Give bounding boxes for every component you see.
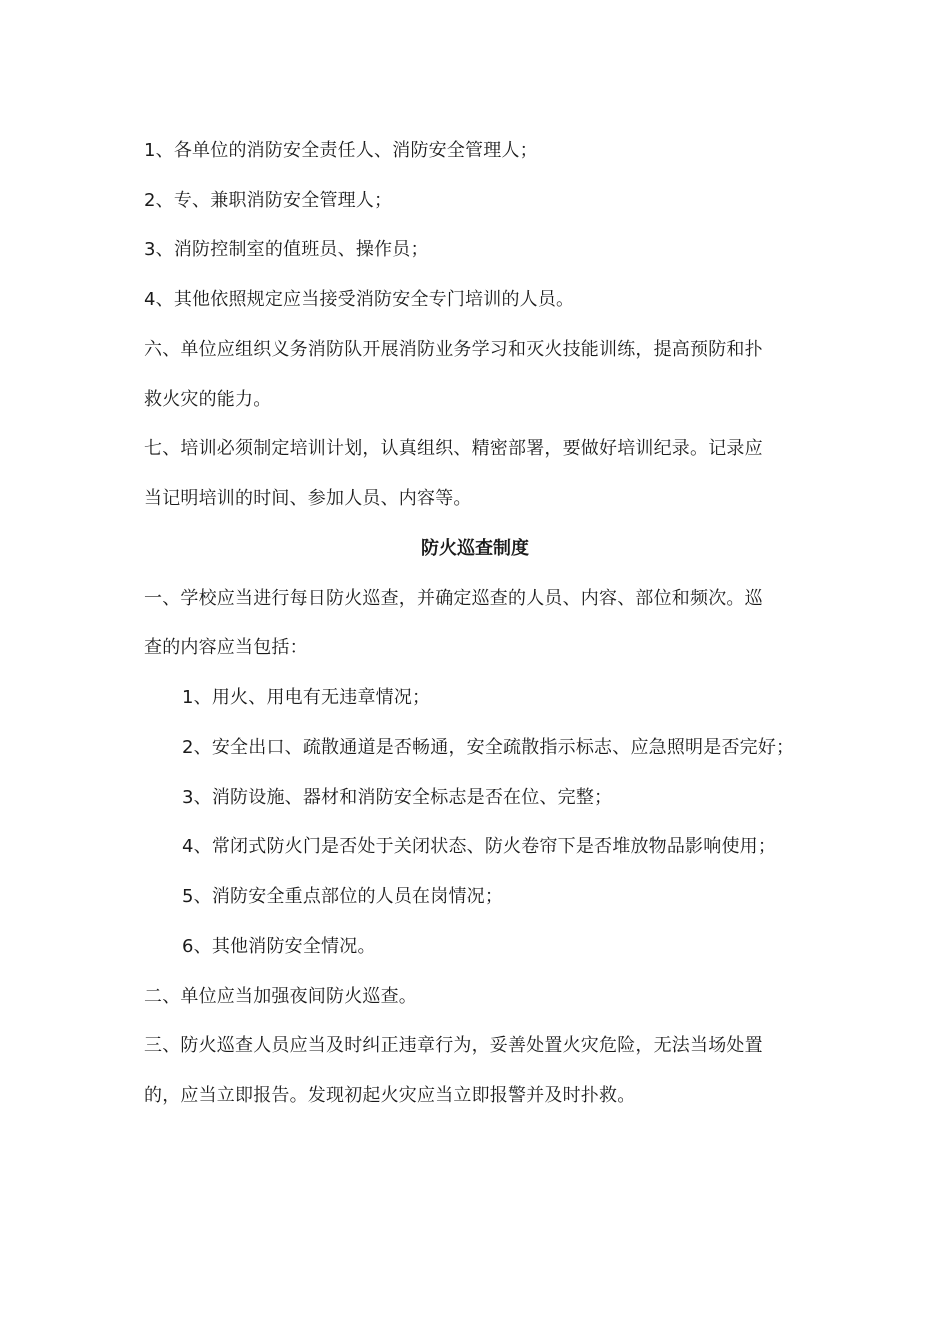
training-item-3: 3、消防控制室的值班员、操作员；	[144, 239, 429, 260]
paragraph-6-line-2: 救火灾的能力。	[144, 389, 272, 410]
paragraph-7-line-1: 七、培训必须制定培训计划，认真组织、精密部署，要做好培训纪录。记录应	[144, 438, 763, 459]
patrol-paragraph-2: 二、单位应当加强夜间防火巡查。	[144, 986, 417, 1007]
paragraph-6-line-1: 六、单位应组织义务消防队开展消防业务学习和灭火技能训练，提高预防和扑	[144, 339, 763, 360]
patrol-item-1: 1、用火、用电有无违章情况；	[182, 687, 431, 708]
patrol-item-4: 4、常闭式防火门是否处于关闭状态、防火卷帘下是否堆放物品影响使用；	[182, 836, 777, 857]
patrol-paragraph-1-line-1: 一、学校应当进行每日防火巡查，并确定巡查的人员、内容、部位和频次。巡	[144, 588, 763, 609]
patrol-item-2: 2、安全出口、疏散通道是否畅通，安全疏散指示标志、应急照明是否完好；	[182, 737, 795, 758]
training-item-2: 2、专、兼职消防安全管理人；	[144, 190, 393, 211]
patrol-item-6: 6、其他消防安全情况。	[182, 936, 376, 957]
training-item-1: 1、各单位的消防安全责任人、消防安全管理人；	[144, 140, 538, 161]
patrol-paragraph-1-line-2: 查的内容应当包括：	[144, 637, 308, 658]
training-item-4: 4、其他依照规定应当接受消防安全专门培训的人员。	[144, 289, 575, 310]
patrol-paragraph-3-line-2: 的，应当立即报告。发现初起火灾应当立即报警并及时扑救。	[144, 1085, 636, 1106]
patrol-paragraph-3-line-1: 三、防火巡查人员应当及时纠正违章行为，妥善处置火灾危险，无法当场处置	[144, 1035, 763, 1056]
patrol-item-3: 3、消防设施、器材和消防安全标志是否在位、完整；	[182, 787, 613, 808]
section-title: 防火巡查制度	[421, 538, 529, 559]
patrol-item-5: 5、消防安全重点部位的人员在岗情况；	[182, 886, 504, 907]
paragraph-7-line-2: 当记明培训的时间、参加人员、内容等。	[144, 488, 472, 509]
